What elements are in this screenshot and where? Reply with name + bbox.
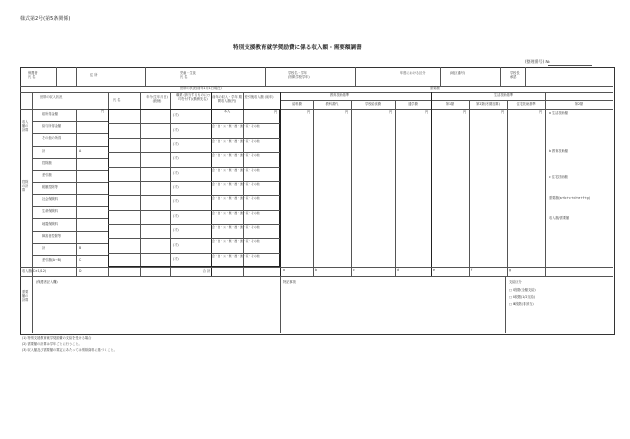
hline: [32, 158, 108, 159]
yen-unit: 円: [345, 110, 349, 114]
age-suffix: (才): [173, 156, 179, 161]
age-suffix: (才): [173, 113, 179, 118]
hline: [20, 109, 108, 110]
income-row-letter: D: [79, 268, 82, 273]
occupation-options[interactable]: 会・自・公・無・農・漁・家・その他: [212, 196, 260, 201]
vline: [355, 67, 356, 86]
vline: [145, 67, 146, 86]
doc-number-line: [548, 65, 592, 66]
age-suffix: (才): [173, 213, 179, 218]
vline: [431, 92, 432, 276]
yen-unit: 円: [389, 110, 393, 114]
occupation-options[interactable]: 会・自・公・無・農・漁・家・その他: [212, 153, 260, 158]
page-title: 特別支援教育就学奨励費に係る収入額・需要額調書: [233, 45, 362, 51]
letter-cell: b: [315, 268, 318, 272]
vline: [280, 276, 281, 333]
col-lunch: 給料費: [292, 102, 302, 106]
occupation-options[interactable]: 会・自・公・無・農・漁・家・その他: [212, 253, 260, 258]
letter-cell: f: [471, 268, 473, 272]
age-suffix: (才): [173, 185, 179, 189]
area-label: (地区番号): [450, 71, 466, 75]
income-row-label: 計: [42, 245, 46, 250]
special-note-label: 特記事項: [283, 280, 296, 284]
guardian-note-label: (保護者記入欄): [36, 280, 58, 284]
right-item-demand: 需要額(a+b+c+d+e+f+g): [549, 196, 590, 200]
age-suffix: (才): [173, 127, 179, 132]
age-suffix: (才): [173, 199, 179, 204]
hline: [32, 182, 108, 183]
age-suffix: (才): [173, 242, 179, 247]
income-row-label: 障害者控除等: [42, 233, 62, 238]
household-label: 世帯の状況(前年1月1日現在): [180, 86, 222, 90]
vline: [507, 100, 508, 276]
side-demand-label: 需要額の計算: [22, 290, 29, 302]
education-title: 教育扶助基準: [330, 93, 350, 97]
occupation-options[interactable]: 会・自・公・無・農・漁・家・その他: [212, 210, 260, 215]
section-label: 年度における区分: [400, 71, 426, 75]
income-row-label: その他の所得: [42, 136, 62, 141]
vline: [56, 67, 57, 86]
vline: [545, 92, 546, 276]
living-title: 生活扶助基準: [494, 93, 514, 97]
student-label: 児童・生徒 氏 名: [180, 71, 196, 79]
total-label: 合 計: [202, 269, 211, 273]
letter-cell: c: [353, 268, 355, 272]
letter-cell: g: [509, 268, 512, 272]
income-row-label: 差引額: [42, 172, 52, 177]
yen-unit: 円: [539, 110, 543, 114]
judgement-title: 支給区分: [509, 280, 522, 284]
hline: [32, 243, 108, 244]
occupation-options[interactable]: 会・自・公・無・農・漁・家・その他: [212, 167, 260, 172]
vline: [469, 100, 473, 276]
income-row-label: 地震保険料: [42, 221, 58, 226]
col-income: 前年の収入・学年 期間収入額(円): [212, 95, 242, 103]
hline: [32, 121, 108, 122]
occupation-options[interactable]: 会・自・公・無・農・漁・家・その他: [212, 239, 260, 244]
vline: [32, 276, 33, 333]
guardian-label: 保護者 氏 名: [28, 71, 38, 79]
yen-unit: 円: [501, 110, 505, 114]
principal-label: 学校長 承認: [510, 71, 520, 79]
address-label: 住 所: [90, 73, 98, 77]
occupation-options[interactable]: 会・自・公・無・農・漁・家・その他: [212, 181, 260, 186]
judgement-1[interactable]: □ Ⅰ段階(全額支給): [509, 288, 536, 292]
age-suffix: (才): [173, 228, 179, 233]
doc-number-label: (整理番号) №: [525, 59, 550, 64]
hline: [32, 218, 108, 219]
letter-cell: a: [283, 268, 285, 272]
vline: [280, 92, 281, 276]
col-textbook: 教科書代: [325, 102, 339, 106]
col-housing: 住宅扶助基準: [516, 102, 536, 106]
income-row-label: 差引額(A−B): [42, 257, 62, 262]
yen-unit: 円: [101, 109, 105, 113]
yen-unit: 円: [463, 110, 467, 114]
occupation-options[interactable]: 会・自・公・無・農・漁・家・その他: [212, 124, 260, 129]
income-row-label: 収入額(C×1/12): [22, 268, 47, 273]
hline: [32, 146, 108, 147]
member-self: 本人: [223, 109, 231, 113]
income-row-label: 生命保険料: [42, 209, 58, 214]
col-occupation: 職業 (該当するものに○印を付す)(勤務先名): [176, 93, 210, 101]
vline: [505, 276, 506, 333]
col-net: 差引後収入額 (前年): [244, 95, 274, 99]
income-row-label: 給与所得金額: [42, 124, 62, 129]
income-row-label: 税額控除等: [42, 185, 58, 189]
occupation-options[interactable]: 会・自・公・無・農・漁・家・その他: [212, 138, 260, 143]
col-class2: 第2類(冬期加算): [476, 102, 500, 106]
age-suffix: (才): [173, 141, 179, 146]
hline: [32, 231, 108, 232]
vline: [351, 100, 352, 276]
income-row-label: 社会保険料: [42, 197, 58, 202]
right-item-c: c 住宅扶助額: [549, 175, 568, 179]
note-1: (1) 特別支援教育就学奨励費の支給を受ける場合: [22, 336, 92, 340]
income-row-letter: A: [79, 148, 82, 153]
hline: [32, 255, 108, 256]
side-income-label: 収入額の計算: [22, 120, 29, 132]
demand-label: 需要額: [430, 86, 440, 90]
col-commute: 通学費: [408, 102, 418, 106]
letter-cell: e: [433, 268, 435, 272]
income-row-letter: C: [79, 257, 82, 262]
vline: [32, 92, 33, 276]
income-row-letter: B: [79, 245, 82, 250]
yen-unit: 円: [307, 110, 311, 114]
vline: [440, 67, 441, 86]
income-row-label: 控除額: [42, 160, 52, 165]
header-bottom-line: [20, 86, 613, 87]
vline: [525, 67, 526, 86]
hline: [32, 194, 108, 195]
hline: [32, 133, 108, 134]
col-class1: 第1類: [445, 102, 455, 106]
col-name: 氏 名: [113, 98, 121, 102]
col-meal: 学校給食費: [365, 102, 381, 106]
hline: [280, 100, 613, 101]
yen-unit: 円: [425, 110, 429, 114]
vline: [500, 67, 501, 86]
vline: [265, 67, 266, 86]
hline: [32, 170, 108, 171]
income-row-label: 計: [42, 148, 46, 153]
side-deduction-label: 控除の計算: [22, 180, 29, 192]
vline: [76, 67, 77, 86]
right-item-b: b 教育扶助額: [549, 149, 568, 153]
vline: [395, 100, 396, 276]
col-age: 年令(生年月日)(続柄): [146, 95, 168, 103]
hline: [20, 276, 613, 277]
note-2: (2) 需要額の計算は学年ごとに行うこと。: [22, 342, 82, 346]
form-label: 様式第2号(第5条関係): [20, 16, 71, 22]
occupation-options[interactable]: 会・自・公・無・農・漁・家・その他: [212, 224, 260, 229]
judgement-2[interactable]: □ Ⅱ段階(1/2支給): [509, 295, 535, 299]
income-status-label: 世帯の収入状況: [40, 95, 63, 99]
right-item-ratio: 収入額/需要額: [549, 216, 570, 220]
note-3: (3) 収入額及び需要額の算定にあたっては別紙資料に基づくこと。: [22, 348, 117, 352]
col-second: 第2類: [574, 102, 584, 106]
school-year-label: 学校名・学年 (別紙学校学年): [288, 71, 310, 79]
age-suffix: (才): [173, 170, 179, 175]
right-item-a: a 生活扶助額: [549, 111, 568, 115]
vline: [313, 100, 314, 276]
yen-unit: 円: [274, 110, 278, 114]
hline: [32, 206, 108, 207]
letter-cell: d: [397, 268, 400, 272]
income-row-label: 総所得金額: [42, 112, 58, 117]
age-suffix: (才): [173, 256, 179, 261]
judgement-3[interactable]: □ Ⅲ段階(非該当): [509, 302, 534, 306]
